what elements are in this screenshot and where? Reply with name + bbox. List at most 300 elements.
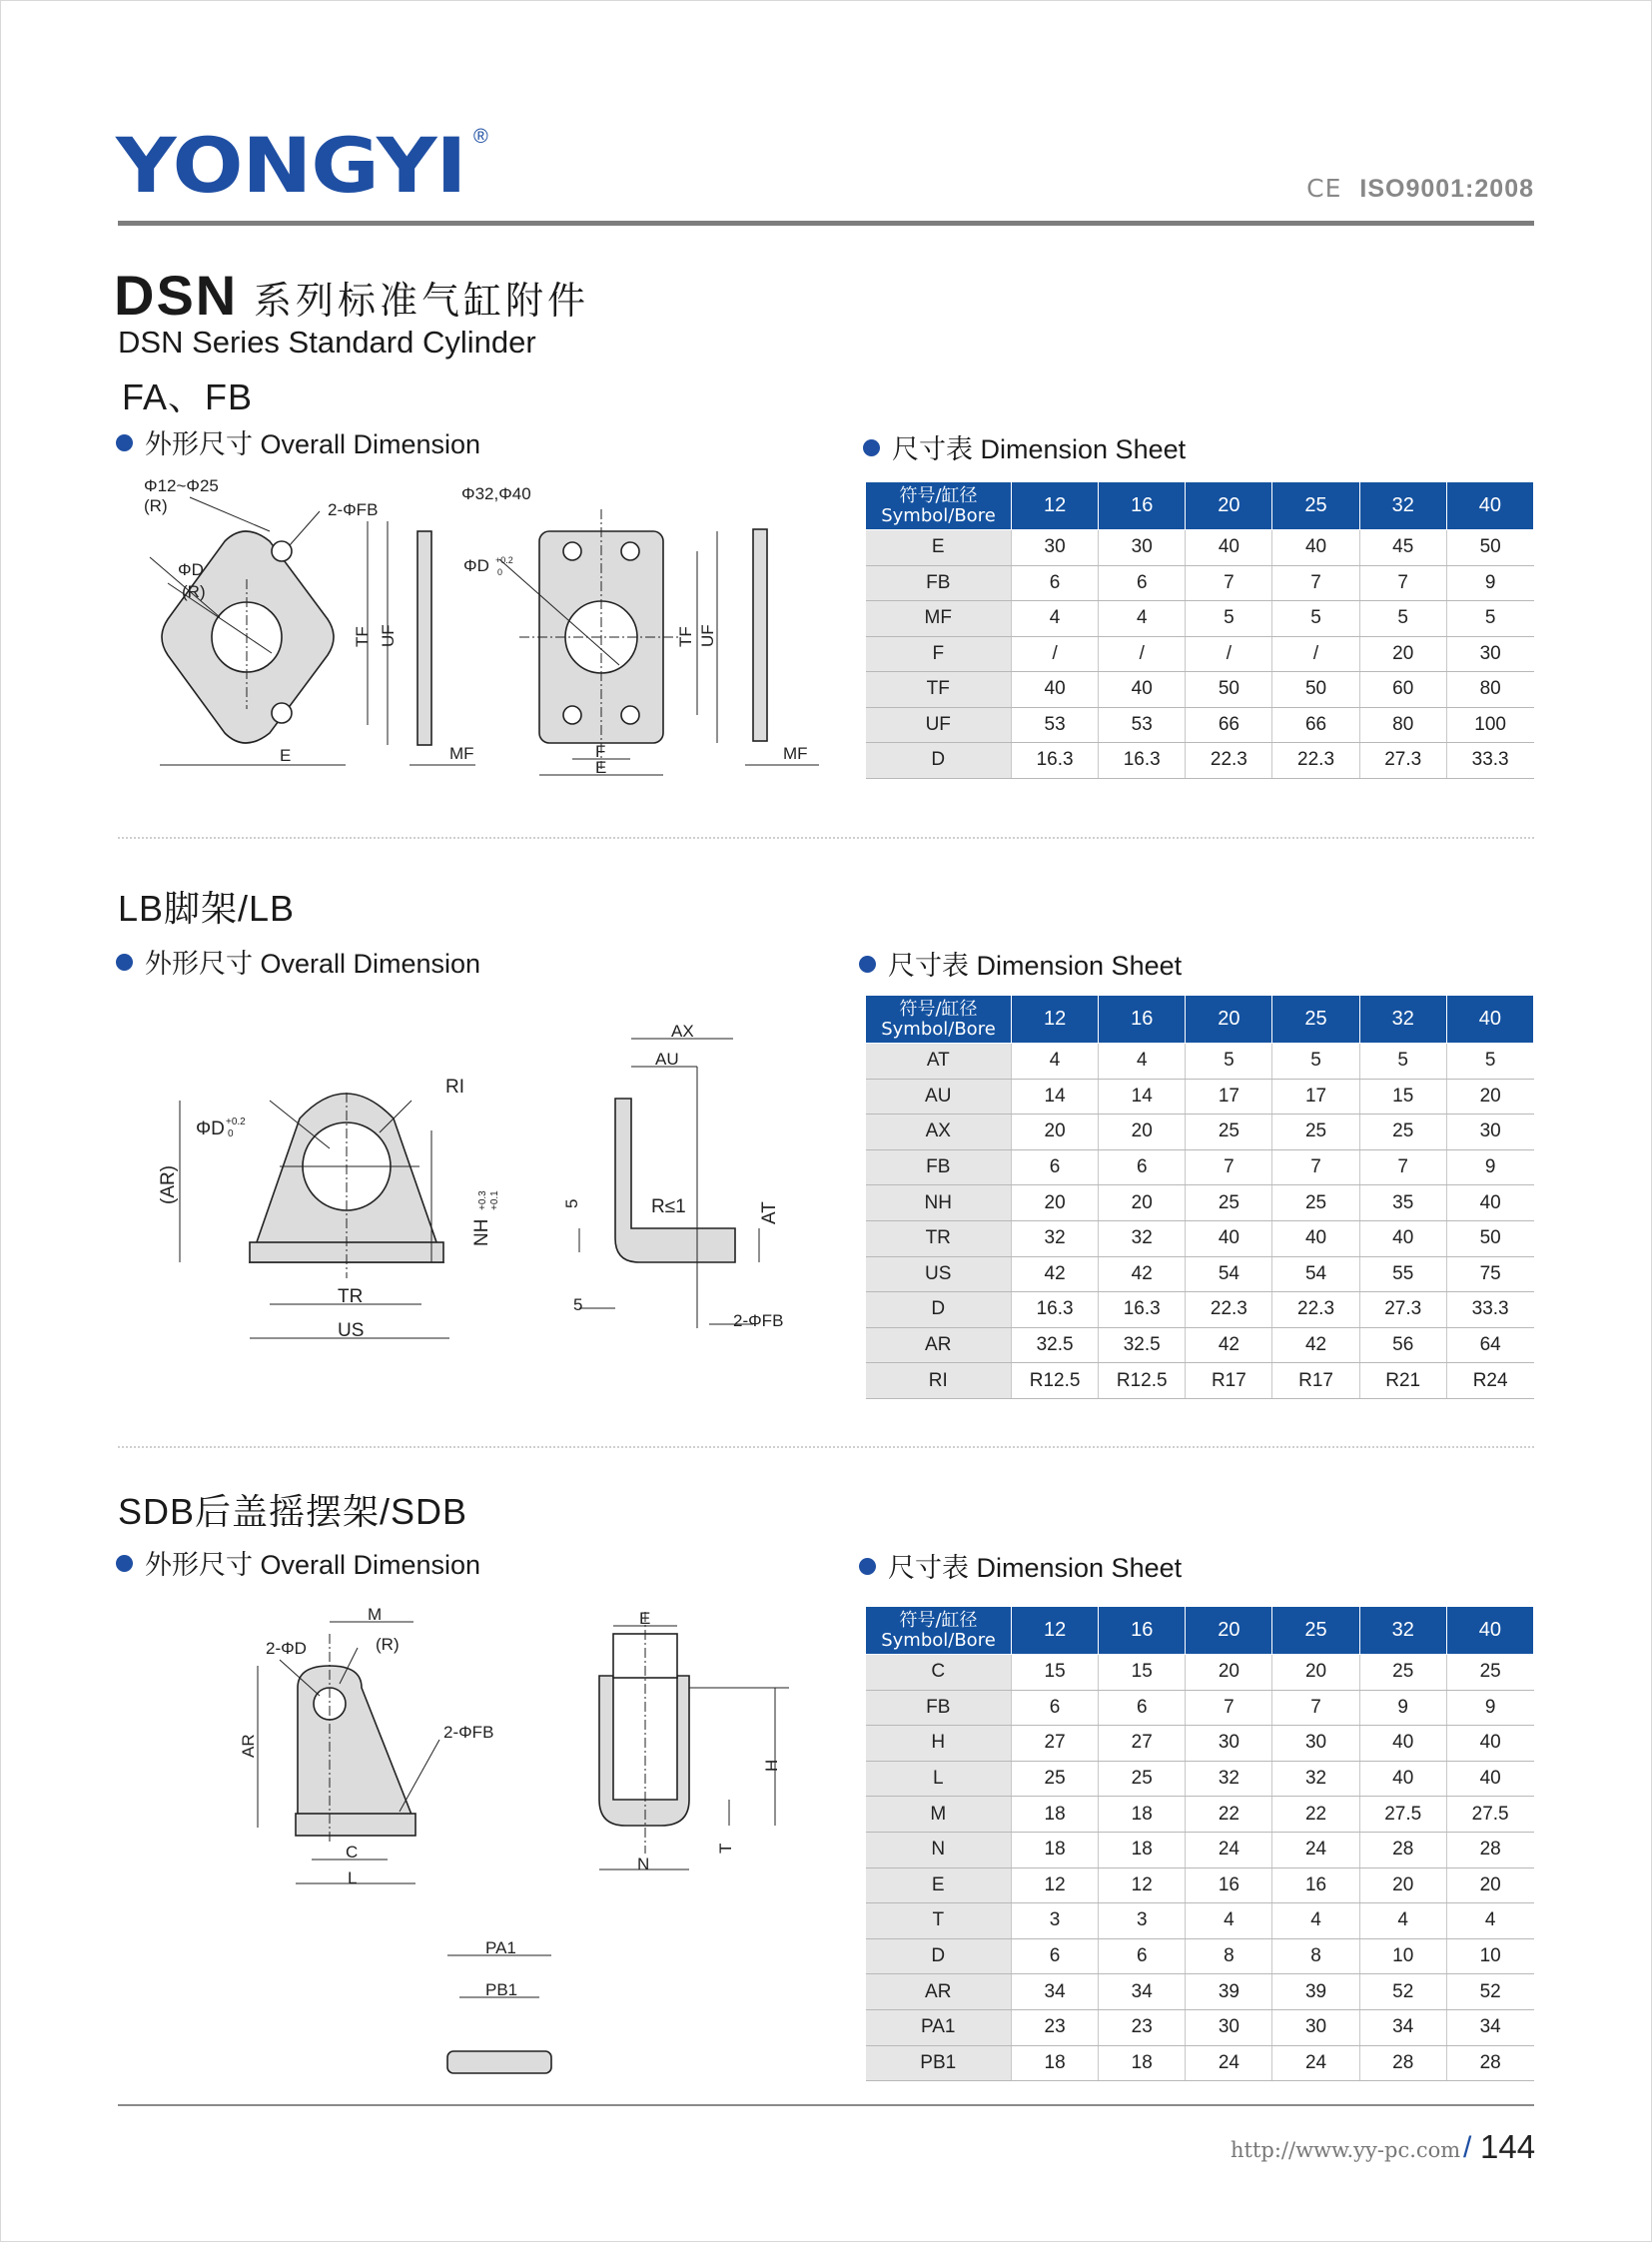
table-cell: 30 <box>1272 2009 1359 2045</box>
table-cell: 6 <box>1099 1938 1186 1974</box>
table-cell: 15 <box>1012 1655 1099 1691</box>
table-cell: 9 <box>1359 1690 1446 1726</box>
table-cell: 4 <box>1099 601 1186 637</box>
sheet-label: 尺寸表 Dimension Sheet <box>892 434 1187 464</box>
table-row <box>866 1868 1534 1903</box>
table-cell: 16 <box>1186 1868 1272 1903</box>
series-title-cn: 系列标准气缸附件 <box>254 279 590 323</box>
table-cell: 27.3 <box>1359 1292 1446 1328</box>
table-cell: 3 <box>1012 1903 1099 1939</box>
table-cell: 32.5 <box>1099 1327 1186 1363</box>
registered-mark: ® <box>473 126 488 148</box>
sheet-label: 尺寸表 Dimension Sheet <box>888 1553 1183 1583</box>
row-symbol: RI <box>866 1363 1012 1399</box>
table-cell: 8 <box>1186 1938 1272 1974</box>
table-cell: 32 <box>1186 1761 1272 1797</box>
table-cell: 40 <box>1359 1220 1446 1256</box>
row-symbol: AR <box>866 1974 1012 2010</box>
table-cell: 7 <box>1272 1149 1359 1185</box>
table-cell: 16.3 <box>1099 1292 1186 1328</box>
table-row <box>866 1149 1534 1185</box>
table-row <box>866 1903 1534 1939</box>
table-cell: 7 <box>1186 1690 1272 1726</box>
table-cell: 30 <box>1186 1726 1272 1762</box>
table-cell: 24 <box>1186 1832 1272 1868</box>
table-cell: 22.3 <box>1186 743 1272 779</box>
table-cell: 20 <box>1186 1655 1272 1691</box>
table-cell: 40 <box>1099 672 1186 708</box>
fa-label-tf: TF <box>353 626 372 647</box>
overall-heading-fa-fb <box>116 431 480 458</box>
lb-label-d-sup: +0.2 <box>226 1117 246 1127</box>
table-row <box>866 743 1534 779</box>
lb-label-us: US <box>338 1320 365 1341</box>
table-cell: 27.5 <box>1446 1797 1533 1833</box>
bore-header: 20 <box>1186 996 1272 1044</box>
lb-label-tr: TR <box>338 1286 364 1307</box>
bore-header: 16 <box>1099 482 1186 530</box>
table-cell: 75 <box>1446 1256 1533 1292</box>
table-row <box>866 1938 1534 1974</box>
table-cell: 20 <box>1359 1868 1446 1903</box>
bore-header: 32 <box>1359 482 1446 530</box>
table-cell: 40 <box>1359 1726 1446 1762</box>
table-cell: 5 <box>1359 601 1446 637</box>
table-cell: 40 <box>1012 672 1099 708</box>
table-cell: 32 <box>1272 1761 1359 1797</box>
table-row <box>866 1363 1534 1399</box>
lb-label-d-sub: 0 <box>228 1128 234 1139</box>
table-cell: 80 <box>1359 707 1446 743</box>
lb-label-r: R≤1 <box>651 1196 686 1217</box>
table-cell: 18 <box>1099 2045 1186 2081</box>
sdb-label-m: M <box>368 1605 383 1624</box>
table-row <box>866 565 1534 601</box>
table-cell: 25 <box>1446 1655 1533 1691</box>
table-row <box>866 1832 1534 1868</box>
table-cell: 30 <box>1186 2009 1272 2045</box>
table-cell: 27 <box>1099 1726 1186 1762</box>
lb-label-d: ΦD <box>196 1119 225 1139</box>
row-symbol: FB <box>866 565 1012 601</box>
table-cell: 22 <box>1186 1797 1272 1833</box>
table-row <box>866 1292 1534 1328</box>
table-cell: 22.3 <box>1272 743 1359 779</box>
fa-label-uf2: UF <box>698 624 717 647</box>
dimension-table-sdb <box>865 1606 1534 2081</box>
table-cell: 20 <box>1099 1115 1186 1150</box>
sdb-label-n: N <box>637 1855 650 1873</box>
table-cell: 20 <box>1446 1079 1533 1115</box>
table-cell: 30 <box>1099 530 1186 566</box>
table-row <box>866 707 1534 743</box>
table-row <box>866 1256 1534 1292</box>
page-number: 144 <box>1480 2128 1536 2165</box>
table-cell: 25 <box>1186 1185 1272 1221</box>
table-cell: 24 <box>1272 1832 1359 1868</box>
row-symbol: N <box>866 1832 1012 1868</box>
table-cell: 53 <box>1099 707 1186 743</box>
table-cell: R21 <box>1359 1363 1446 1399</box>
row-symbol: H <box>866 1726 1012 1762</box>
header-symbol-bore <box>866 996 1012 1044</box>
bullet-icon <box>116 954 133 971</box>
table-row <box>866 1044 1534 1080</box>
row-symbol: TF <box>866 672 1012 708</box>
table-cell: 32.5 <box>1012 1327 1099 1363</box>
table-cell: 25 <box>1012 1761 1099 1797</box>
table-cell: 22.3 <box>1186 1292 1272 1328</box>
fa-label-r2: (R) <box>182 582 206 601</box>
row-symbol: FB <box>866 1149 1012 1185</box>
header-cn: 符号/缸径 <box>899 484 978 506</box>
overall-label: 外形尺寸 Overall Dimension <box>145 949 481 979</box>
table-cell: 55 <box>1359 1256 1446 1292</box>
row-symbol: C <box>866 1655 1012 1691</box>
table-row <box>866 1690 1534 1726</box>
table-cell: R12.5 <box>1012 1363 1099 1399</box>
table-row <box>866 1761 1534 1797</box>
table-cell: 10 <box>1359 1938 1446 1974</box>
fa-label-e2: E <box>595 758 607 777</box>
sdb-label-fb: 2-ΦFB <box>443 1723 494 1742</box>
fa-label-d-tol-sub: 0 <box>497 567 503 577</box>
table-row <box>866 1115 1534 1150</box>
table-cell: 4 <box>1012 1044 1099 1080</box>
table-cell: 42 <box>1012 1256 1099 1292</box>
fa-label-mf2: MF <box>783 744 808 763</box>
table-cell: 34 <box>1099 1974 1186 2010</box>
sdb-label-e: E <box>639 1609 651 1628</box>
table-cell: 5 <box>1186 601 1272 637</box>
table-cell: 40 <box>1446 1726 1533 1762</box>
sdb-label-c: C <box>346 1843 359 1862</box>
table-cell: 7 <box>1272 1690 1359 1726</box>
table-cell: 16.3 <box>1099 743 1186 779</box>
section-title-fa-fb: FA、FB <box>122 376 254 417</box>
sdb-label-pa1: PA1 <box>485 1938 516 1957</box>
table-cell: 23 <box>1099 2009 1186 2045</box>
sdb-bracket-front <box>599 1676 689 1826</box>
table-cell: 27.3 <box>1359 743 1446 779</box>
table-cell: 52 <box>1446 1974 1533 2010</box>
table-cell: 18 <box>1012 2045 1099 2081</box>
table-cell: 25 <box>1359 1115 1446 1150</box>
lb-label-au: AU <box>655 1050 679 1069</box>
table-cell: 18 <box>1099 1797 1186 1833</box>
fa-fb-diagram <box>120 469 839 799</box>
table-cell: 6 <box>1099 1690 1186 1726</box>
table-cell: 6 <box>1099 1149 1186 1185</box>
table-row <box>866 1655 1534 1691</box>
table-cell: 28 <box>1359 2045 1446 2081</box>
table-cell: 17 <box>1186 1079 1272 1115</box>
table-cell: 18 <box>1012 1797 1099 1833</box>
table-cell: 6 <box>1099 565 1186 601</box>
fa-label-e: E <box>280 746 292 765</box>
table-cell: 12 <box>1099 1868 1186 1903</box>
table-cell: 50 <box>1446 530 1533 566</box>
table-row <box>866 530 1534 566</box>
table-cell: 6 <box>1012 565 1099 601</box>
table-cell: / <box>1272 636 1359 672</box>
table-cell: 45 <box>1359 530 1446 566</box>
bore-header: 25 <box>1272 1607 1359 1655</box>
table-row <box>866 2045 1534 2081</box>
row-symbol: L <box>866 1761 1012 1797</box>
table-cell: 22 <box>1272 1797 1359 1833</box>
section-divider <box>118 837 1534 839</box>
lb-diagram <box>150 1009 809 1348</box>
table-cell: 9 <box>1446 1690 1533 1726</box>
table-cell: 40 <box>1272 530 1359 566</box>
table-row <box>866 636 1534 672</box>
table-cell: 20 <box>1446 1868 1533 1903</box>
fa-label-f: F <box>595 742 606 761</box>
lb-label-ar: (AR) <box>158 1164 179 1204</box>
table-row <box>866 1185 1534 1221</box>
table-cell: / <box>1186 636 1272 672</box>
bullet-icon <box>859 956 876 973</box>
row-symbol: D <box>866 1292 1012 1328</box>
table-cell: 28 <box>1446 2045 1533 2081</box>
bullet-icon <box>859 1558 876 1575</box>
table-cell: 25 <box>1186 1115 1272 1150</box>
brand-logo: YONGYI <box>116 121 466 210</box>
table-row <box>866 1726 1534 1762</box>
table-cell: 34 <box>1359 2009 1446 2045</box>
lb-label-nh: NH <box>471 1218 492 1246</box>
row-symbol: M <box>866 1797 1012 1833</box>
lb-side-profile <box>615 1099 735 1262</box>
table-cell: 52 <box>1359 1974 1446 2010</box>
table-cell: 16 <box>1272 1868 1359 1903</box>
table-row <box>866 672 1534 708</box>
table-cell: 30 <box>1012 530 1099 566</box>
table-cell: 18 <box>1099 1832 1186 1868</box>
table-cell: 6 <box>1012 1938 1099 1974</box>
table-cell: 5 <box>1186 1044 1272 1080</box>
table-cell: 50 <box>1272 672 1359 708</box>
table-cell: R24 <box>1446 1363 1533 1399</box>
table-cell: 32 <box>1012 1220 1099 1256</box>
table-cell: 5 <box>1446 1044 1533 1080</box>
table-cell: 4 <box>1446 1903 1533 1939</box>
lb-label-fb: 2-ΦFB <box>733 1311 784 1330</box>
table-cell: / <box>1012 636 1099 672</box>
table-cell: 30 <box>1446 1115 1533 1150</box>
header-cn: 符号/缸径 <box>899 1609 978 1631</box>
table-cell: 30 <box>1272 1726 1359 1762</box>
table-cell: / <box>1099 636 1186 672</box>
table-cell: 6 <box>1012 1690 1099 1726</box>
table-cell: 16.3 <box>1012 1292 1099 1328</box>
table-cell: 27 <box>1012 1726 1099 1762</box>
table-cell: 14 <box>1099 1079 1186 1115</box>
table-cell: 6 <box>1012 1149 1099 1185</box>
table-cell: 56 <box>1359 1327 1446 1363</box>
footer-url[interactable]: http://www.yy-pc.com <box>1231 2138 1461 2162</box>
table-cell: R17 <box>1186 1363 1272 1399</box>
series-code: DSN <box>114 264 239 327</box>
table-cell: 50 <box>1446 1220 1533 1256</box>
table-cell: 4 <box>1186 1903 1272 1939</box>
row-symbol: F <box>866 636 1012 672</box>
bore-header: 40 <box>1446 996 1533 1044</box>
table-row <box>866 601 1534 637</box>
table-cell: 15 <box>1359 1079 1446 1115</box>
table-cell: 50 <box>1186 672 1272 708</box>
lb-label-nh-sup: +0.3 <box>477 1190 488 1210</box>
table-cell: 53 <box>1012 707 1099 743</box>
fa-label-mf: MF <box>449 744 474 763</box>
table-row <box>866 2009 1534 2045</box>
series-title-en: DSN Series Standard Cylinder <box>118 325 536 360</box>
table-cell: 25 <box>1272 1115 1359 1150</box>
row-symbol: AT <box>866 1044 1012 1080</box>
table-row <box>866 1079 1534 1115</box>
row-symbol: AU <box>866 1079 1012 1115</box>
row-symbol: D <box>866 743 1012 779</box>
table-cell: 5 <box>1446 601 1533 637</box>
overall-heading-lb <box>116 951 480 978</box>
table-cell: 42 <box>1186 1327 1272 1363</box>
table-cell: 100 <box>1446 707 1533 743</box>
sheet-label: 尺寸表 Dimension Sheet <box>888 951 1183 981</box>
fa-label-range-large: Φ32,Φ40 <box>461 484 531 503</box>
lb-label-ax: AX <box>671 1022 694 1041</box>
table-cell: 30 <box>1446 636 1533 672</box>
bore-header: 32 <box>1359 1607 1446 1655</box>
table-cell: 20 <box>1272 1655 1359 1691</box>
table-cell: 9 <box>1446 565 1533 601</box>
table-cell: 20 <box>1099 1185 1186 1221</box>
bore-header: 40 <box>1446 1607 1533 1655</box>
table-cell: 34 <box>1012 1974 1099 2010</box>
row-symbol: TR <box>866 1220 1012 1256</box>
table-cell: 7 <box>1272 565 1359 601</box>
table-cell: 9 <box>1446 1149 1533 1185</box>
row-symbol: UF <box>866 707 1012 743</box>
section-title-sdb: SDB后盖摇摆架/SDB <box>118 1491 468 1532</box>
bore-header: 25 <box>1272 482 1359 530</box>
header-en: Symbol/Bore <box>881 504 996 526</box>
ce-mark: CE <box>1306 174 1342 203</box>
table-cell: 3 <box>1099 1903 1186 1939</box>
table-cell: 42 <box>1099 1256 1186 1292</box>
header-en: Symbol/Bore <box>881 1018 996 1040</box>
row-symbol: AX <box>866 1115 1012 1150</box>
table-cell: 54 <box>1272 1256 1359 1292</box>
table-cell: 7 <box>1186 1149 1272 1185</box>
bore-header: 12 <box>1012 1607 1099 1655</box>
table-cell: 39 <box>1186 1974 1272 2010</box>
fa-label-d-tol-sup: +0.2 <box>495 555 513 565</box>
table-cell: 20 <box>1012 1185 1099 1221</box>
table-cell: R17 <box>1272 1363 1359 1399</box>
table-cell: 60 <box>1359 672 1446 708</box>
fa-label-tf2: TF <box>676 626 695 647</box>
table-row <box>866 1327 1534 1363</box>
row-symbol: PB1 <box>866 2045 1012 2081</box>
table-cell: 42 <box>1272 1327 1359 1363</box>
bore-header: 12 <box>1012 996 1099 1044</box>
table-cell: 4 <box>1272 1903 1359 1939</box>
table-cell: 27.5 <box>1359 1797 1446 1833</box>
dimension-table-lb <box>865 995 1534 1399</box>
table-cell: 24 <box>1272 2045 1359 2081</box>
table-cell: 10 <box>1446 1938 1533 1974</box>
dimension-table-fa-fb <box>865 481 1534 779</box>
bore-header: 16 <box>1099 1607 1186 1655</box>
overall-label: 外形尺寸 Overall Dimension <box>145 1550 481 1580</box>
row-symbol: T <box>866 1903 1012 1939</box>
row-symbol: PA1 <box>866 2009 1012 2045</box>
row-symbol: FB <box>866 1690 1012 1726</box>
table-cell: 40 <box>1359 1761 1446 1797</box>
row-symbol: E <box>866 1868 1012 1903</box>
row-symbol: US <box>866 1256 1012 1292</box>
table-cell: 54 <box>1186 1256 1272 1292</box>
fa-label-d: ΦD <box>178 560 204 579</box>
table-cell: 20 <box>1359 636 1446 672</box>
table-cell: 24 <box>1186 2045 1272 2081</box>
table-cell: 80 <box>1446 672 1533 708</box>
table-cell: 66 <box>1272 707 1359 743</box>
sheet-heading-sdb <box>859 1555 1182 1582</box>
header-en: Symbol/Bore <box>881 1629 996 1651</box>
fa-label-fb: 2-ΦFB <box>328 500 379 519</box>
sdb-label-l: L <box>348 1868 358 1887</box>
table-cell: 40 <box>1446 1185 1533 1221</box>
table-cell: 40 <box>1186 1220 1272 1256</box>
row-symbol: E <box>866 530 1012 566</box>
table-cell: 25 <box>1272 1185 1359 1221</box>
sdb-diagram <box>230 1604 829 2093</box>
bore-header: 20 <box>1186 482 1272 530</box>
table-row <box>866 1974 1534 2010</box>
sdb-label-d: 2-ΦD <box>266 1639 307 1658</box>
table-row <box>866 1220 1534 1256</box>
table-cell: 5 <box>1272 601 1359 637</box>
sdb-label-r: (R) <box>376 1635 400 1654</box>
sdb-label-ar: AR <box>239 1734 258 1758</box>
table-cell: 7 <box>1359 1149 1446 1185</box>
table-cell: 5 <box>1359 1044 1446 1080</box>
table-cell: 28 <box>1446 1832 1533 1868</box>
bullet-icon <box>116 1555 133 1572</box>
certification <box>1306 174 1534 204</box>
table-cell: 40 <box>1446 1761 1533 1797</box>
table-cell: 32 <box>1099 1220 1186 1256</box>
fa-label-uf: UF <box>379 624 398 647</box>
lb-label-five-b: 5 <box>573 1295 583 1314</box>
iso-cert: ISO9001:2008 <box>1359 175 1534 203</box>
table-cell: 7 <box>1359 565 1446 601</box>
table-cell: 12 <box>1012 1868 1099 1903</box>
lb-label-ri: RI <box>445 1077 464 1098</box>
table-cell: 18 <box>1012 1832 1099 1868</box>
table-cell: 64 <box>1446 1327 1533 1363</box>
table-cell: 22.3 <box>1272 1292 1359 1328</box>
table-cell: 35 <box>1359 1185 1446 1221</box>
sdb-pin <box>447 2051 551 2073</box>
table-cell: 5 <box>1272 1044 1359 1080</box>
sdb-label-t: T <box>716 1843 735 1854</box>
bullet-icon <box>863 439 880 456</box>
bore-header: 25 <box>1272 996 1359 1044</box>
bore-header: 16 <box>1099 996 1186 1044</box>
